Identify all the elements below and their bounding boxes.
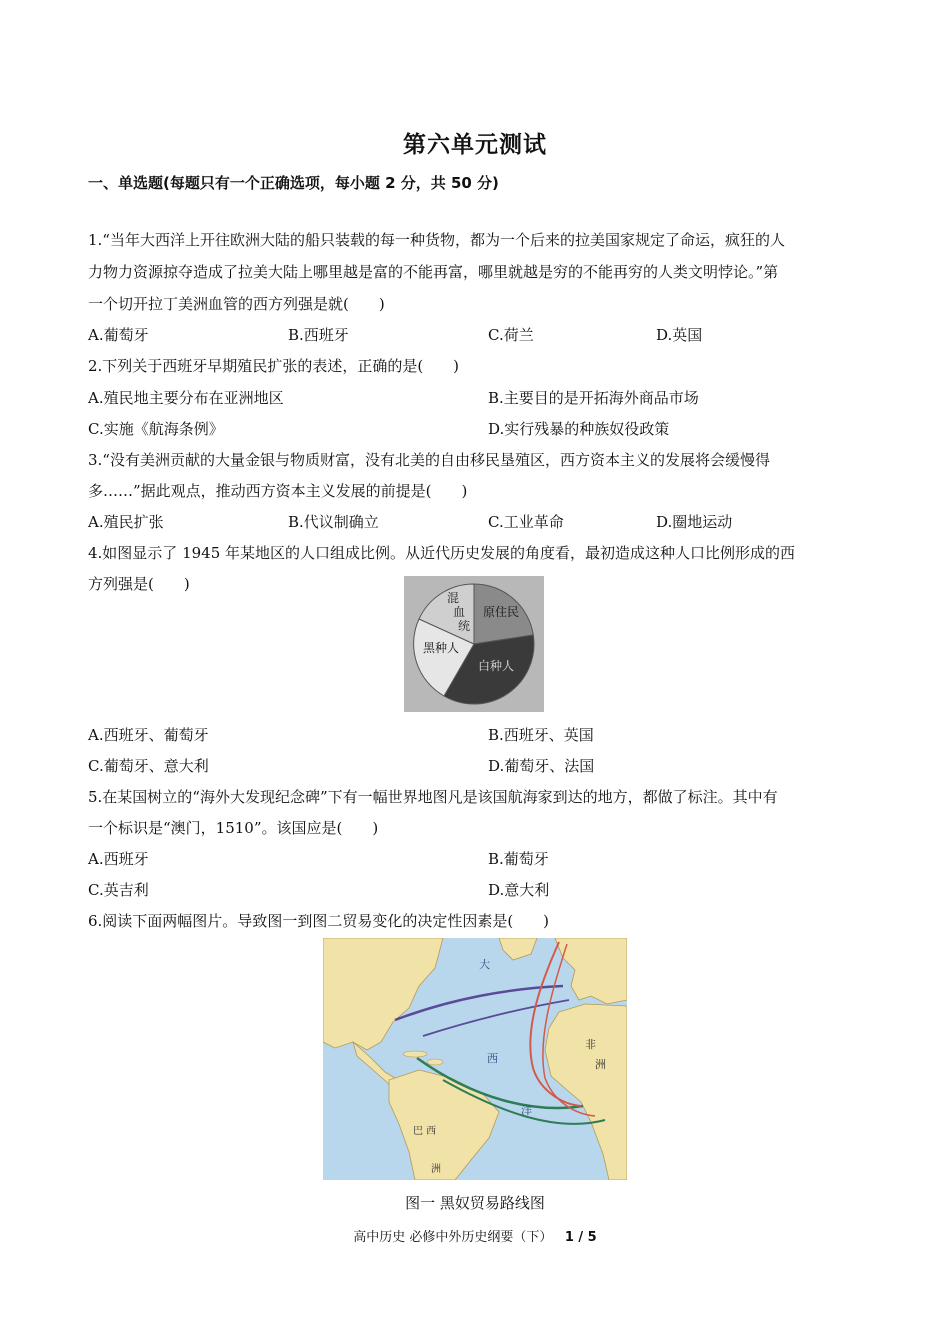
footer-course: 高中历史 必修中外历史纲要（下） [353, 1230, 553, 1245]
pie-label-indigenous: 原住民 [482, 605, 520, 619]
pie-label-mixed-3: 统 [457, 619, 471, 633]
pie-label-mixed-2: 血 [452, 605, 466, 619]
section-heading: 一、单选题(每题只有一个正确选项，每小题 2 分，共 50 分) [88, 174, 499, 192]
q2-option-c: C.实施《航海条例》 [88, 420, 224, 438]
q5-option-c: C.英吉利 [88, 881, 149, 899]
q2-option-b: B.主要目的是开拓海外商品市场 [488, 389, 699, 407]
q3-option-c: C.工业革命 [488, 513, 564, 531]
pie-label-white: 白种人 [477, 659, 515, 673]
q3-option-b: B.代议制确立 [288, 513, 379, 531]
population-pie-image [404, 576, 544, 712]
q2-line-1: 2.下列关于西班牙早期殖民扩张的表述，正确的是( ) [88, 357, 460, 375]
q3-line-1: 3.“没有美洲贡献的大量金银与物质财富，没有北美的自由移民垦殖区，西方资本主义的发展将会缓慢得 [88, 451, 770, 469]
q1-option-a: A.葡萄牙 [88, 326, 149, 344]
q5-option-a: A.西班牙 [88, 850, 149, 868]
q3-option-a: A.殖民扩张 [88, 513, 164, 531]
map-label-south-america: 洲 [431, 1164, 441, 1175]
q5-option-b: B.葡萄牙 [488, 850, 549, 868]
q4-option-b: B.西班牙、英国 [488, 726, 594, 744]
q2-option-d: D.实行残暴的种族奴役政策 [488, 420, 670, 438]
q1-option-c: C.荷兰 [488, 326, 534, 344]
q1-line-1: 1.“当年大西洋上开往欧洲大陆的船只装载的每一种货物，都为一个后来的拉美国家规定了命运，疯狂的人 [88, 231, 785, 249]
page-footer [0, 1226, 950, 1245]
q5-option-d: D.意大利 [488, 881, 550, 899]
slave-trade-map-image [323, 938, 627, 1180]
q1-option-b: B.西班牙 [288, 326, 349, 344]
q5-line-1: 5.在某国树立的“海外大发现纪念碑”下有一幅世界地图凡是该国航海家到达的地方，都做了标注。其中有 [88, 788, 778, 806]
map-land-caribbean-1 [403, 1051, 427, 1057]
q2-option-a: A.殖民地主要分布在亚洲地区 [88, 389, 284, 407]
q5-line-2: 一个标识是“澳门，1510”。该国应是( ) [88, 819, 379, 837]
q3-option-d: D.圈地运动 [656, 513, 733, 531]
map-label-africa-2: 洲 [595, 1058, 606, 1071]
map-label-ocean-2: 西 [487, 1052, 498, 1065]
q3-line-2: 多……”据此观点，推动西方资本主义发展的前提是( ) [88, 482, 468, 500]
map-label-brazil: 巴 西 [413, 1126, 437, 1137]
q4-line-2: 方列强是( ) [88, 575, 190, 593]
map-caption: 图一 黑奴贸易路线图 [405, 1194, 545, 1212]
pie-label-black: 黑种人 [422, 641, 460, 655]
q4-option-a: A.西班牙、葡萄牙 [88, 726, 209, 744]
pie-label-mixed-1: 混 [446, 591, 460, 605]
footer-page-number: 1 / 5 [564, 1230, 597, 1245]
q4-option-d: D.葡萄牙、法国 [488, 757, 595, 775]
q1-line-3: 一个切开拉丁美洲血管的西方列强是就( ) [88, 295, 385, 313]
q6-line-1: 6.阅读下面两幅图片。导致图一到图二贸易变化的决定性因素是( ) [88, 912, 550, 930]
map-label-africa-1: 非 [585, 1038, 596, 1051]
page-title: 第六单元测试 [403, 132, 547, 158]
map-label-ocean-3: 洋 [521, 1104, 532, 1117]
map-land-caribbean-2 [427, 1059, 443, 1065]
map-label-ocean-1: 大 [479, 958, 490, 971]
q4-line-1: 4.如图显示了 1945 年某地区的人口组成比例。从近代历史发展的角度看，最初造成这种人口比例形成的西 [88, 544, 796, 562]
q4-option-c: C.葡萄牙、意大利 [88, 757, 209, 775]
q1-option-d: D.英国 [656, 326, 703, 344]
q1-line-2: 力物力资源掠夺造成了拉美大陆上哪里越是富的不能再富，哪里就越是穷的不能再穷的人类文明悖论。”第 [88, 263, 779, 281]
